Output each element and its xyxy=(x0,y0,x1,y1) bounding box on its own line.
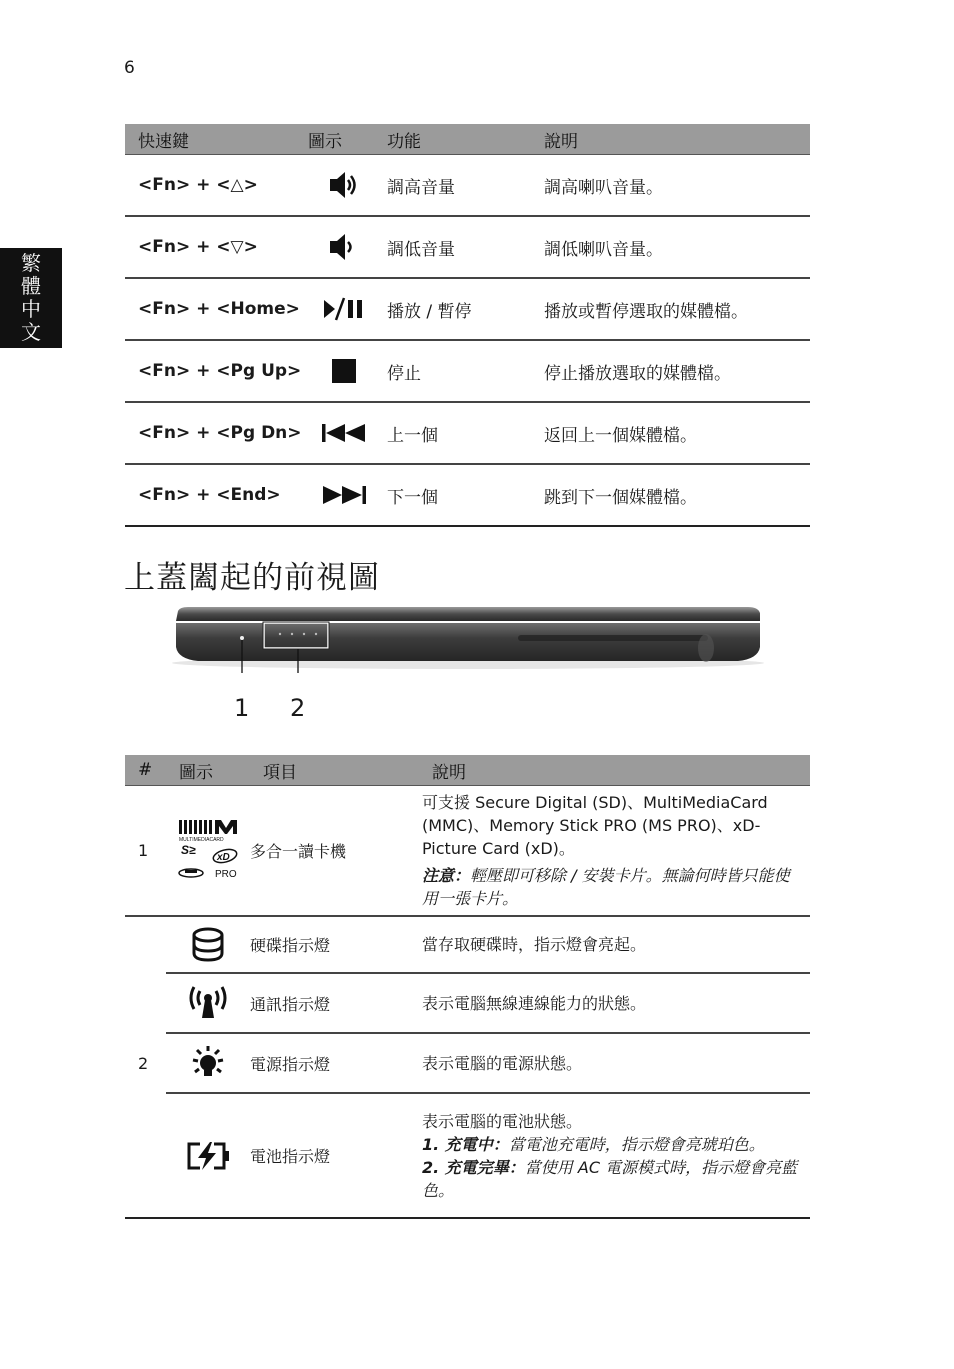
table-row xyxy=(125,155,810,217)
card-reader-logos-icon xyxy=(175,818,241,884)
next-track-icon xyxy=(321,484,367,506)
hotkey-description: 調低喇叭音量。 xyxy=(544,216,810,278)
table-row xyxy=(125,340,810,402)
hotkey-function: 調高音量 xyxy=(387,155,544,217)
stop-icon xyxy=(331,358,357,384)
hotkey-function: 停止 xyxy=(387,340,544,402)
hotkey: <Fn> + <▽> xyxy=(125,216,301,278)
previous-track-icon xyxy=(321,422,367,444)
header-function: 功能 xyxy=(387,124,544,155)
part-description: 可支援 Secure Digital (SD)、MultiMediaCard (MMC)、Memory Stick PRO (MS PRO)、xD-Picture Card (xD)。 xyxy=(422,793,768,858)
header-icon: 圖示 xyxy=(301,124,387,155)
header-hotkey: 快速鍵 xyxy=(125,124,301,155)
svg-text:xD: xD xyxy=(217,851,230,863)
part-item: 電源指示燈 xyxy=(250,1033,422,1093)
part-description: 表示電腦的電源狀態。 xyxy=(422,1033,810,1093)
hotkey-function: 播放 / 暫停 xyxy=(387,278,544,340)
hotkey-function: 上一個 xyxy=(387,402,544,464)
hotkey-description: 播放或暫停選取的媒體檔。 xyxy=(544,278,810,340)
hotkey-description: 跳到下一個媒體檔。 xyxy=(544,464,810,526)
parts-table xyxy=(125,755,810,1219)
table-row xyxy=(125,1033,810,1093)
laptop-front-view-illustration xyxy=(168,603,768,673)
hdd-indicator-icon xyxy=(191,927,225,963)
part-note xyxy=(422,1133,800,1156)
note-label: 2. 充電完畢： xyxy=(422,1157,525,1177)
hotkey: <Fn> + <Pg Up> xyxy=(125,340,301,402)
part-description: 當存取硬碟時，指示燈會亮起。 xyxy=(422,916,810,973)
part-description: 表示電腦無線連線能力的狀態。 xyxy=(422,973,810,1033)
battery-charge-icon xyxy=(186,1141,230,1171)
parts-table-header xyxy=(125,755,810,786)
volume-down-icon xyxy=(328,232,360,262)
table-row xyxy=(125,464,810,526)
header-description: 說明 xyxy=(544,124,810,155)
hotkey: <Fn> + <Home> xyxy=(125,278,301,340)
header-description: 說明 xyxy=(422,755,810,786)
svg-text:S≥: S≥ xyxy=(181,842,196,857)
header-number: # xyxy=(125,755,166,786)
callout-1: 1 xyxy=(234,694,250,722)
part-item: 硬碟指示燈 xyxy=(250,916,422,973)
table-row xyxy=(125,278,810,340)
hotkey: <Fn> + <Pg Dn> xyxy=(125,402,301,464)
row-number: 1 xyxy=(125,786,166,917)
hotkey-description: 調高喇叭音量。 xyxy=(544,155,810,217)
volume-up-icon xyxy=(328,170,360,200)
part-item: 通訊指示燈 xyxy=(250,973,422,1033)
callout-2: 2 xyxy=(290,694,306,722)
part-note xyxy=(422,1156,800,1202)
hotkey-function: 調低音量 xyxy=(387,216,544,278)
note-text: 輕壓即可移除 / 安裝卡片。無論何時皆只能使用一張卡片。 xyxy=(422,866,790,908)
note-label: 1. 充電中： xyxy=(422,1134,509,1154)
part-item: 電池指示燈 xyxy=(250,1093,422,1218)
note-text: 當電池充電時，指示燈會亮琥珀色。 xyxy=(508,1134,765,1154)
part-description: 表示電腦的電池狀態。 xyxy=(422,1111,583,1131)
table-row xyxy=(125,973,810,1033)
table-row xyxy=(125,1093,810,1218)
row-number: 2 xyxy=(138,1053,149,1073)
table-row xyxy=(125,916,810,973)
header-icon: 圖示 xyxy=(166,755,250,786)
part-item: 多合一讀卡機 xyxy=(250,786,422,917)
hotkey-table xyxy=(125,124,810,527)
hotkey-description: 返回上一個媒體檔。 xyxy=(544,402,810,464)
svg-text:PRO: PRO xyxy=(215,868,237,880)
hotkey: <Fn> + <△> xyxy=(125,155,301,217)
section-title: 上蓋闔起的前視圖 xyxy=(124,560,380,596)
hotkey-description: 停止播放選取的媒體檔。 xyxy=(544,340,810,402)
svg-text:MULTIMEDIACARD: MULTIMEDIACARD xyxy=(179,836,224,843)
hotkey: <Fn> + <End> xyxy=(125,464,301,526)
power-light-icon xyxy=(189,1044,227,1082)
hotkey-function: 下一個 xyxy=(387,464,544,526)
note-label: 注意： xyxy=(422,866,471,885)
table-row xyxy=(125,786,810,917)
page-number: 6 xyxy=(124,58,135,78)
table-row xyxy=(125,402,810,464)
part-note xyxy=(422,864,800,910)
language-side-tab xyxy=(0,248,62,348)
table-row xyxy=(125,216,810,278)
side-tab-label: 繁體中文 xyxy=(21,251,41,344)
note-text: 當使用 AC 電源模式時，指示燈會亮藍色。 xyxy=(422,1157,798,1200)
play-pause-icon xyxy=(322,296,366,322)
header-item: 項目 xyxy=(250,755,422,786)
wireless-icon xyxy=(185,986,231,1020)
hotkey-table-header xyxy=(125,124,810,155)
